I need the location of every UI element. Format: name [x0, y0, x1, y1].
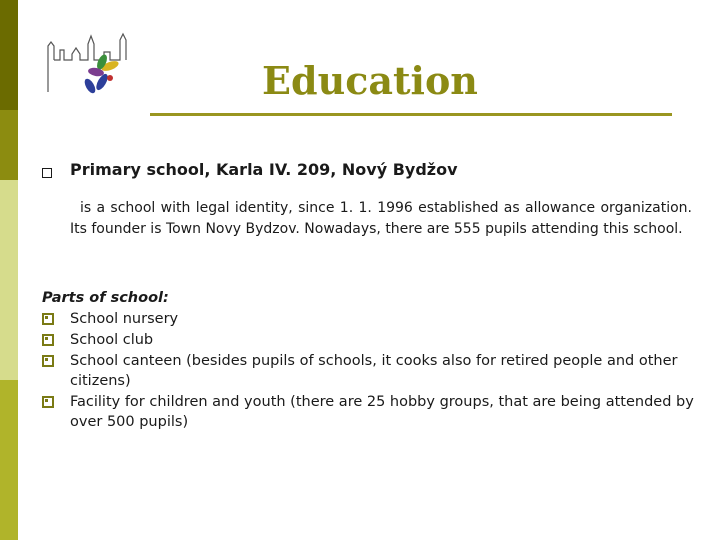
title-underline — [150, 113, 672, 116]
list-item-text: School club — [70, 332, 154, 348]
sidebar-segment-dark — [0, 0, 18, 110]
list-item-text: School canteen (besides pupils of schools, it cooks also for retired people and other citizens) — [70, 353, 678, 389]
slide-title: Education — [262, 58, 478, 103]
bullet-icon — [42, 355, 54, 367]
town-logo — [44, 30, 130, 102]
sidebar-segment-light — [0, 180, 18, 380]
sidebar-segment-olive — [0, 380, 18, 540]
parts-list — [42, 309, 702, 433]
list-item — [42, 309, 702, 329]
list-item-text: School nursery — [70, 311, 179, 327]
list-item — [42, 330, 702, 350]
list-item — [42, 392, 702, 432]
bullet-icon — [42, 396, 54, 408]
list-item-text: Facility for children and youth (there are 25 hobby groups, that are being attended by over 500 pupils) — [70, 394, 694, 430]
sidebar-segment-mid — [0, 110, 18, 180]
bullet-icon — [42, 334, 54, 346]
list-item — [42, 351, 702, 391]
left-sidebar-bar — [0, 0, 18, 540]
school-description: is a school with legal identity, since 1. 1. 1996 established as allowance organization. Its founder is Town Novy Bydzov. Nowadays, there are 555 pupils attending this school. — [70, 200, 692, 237]
square-bullet-icon — [42, 168, 52, 178]
parts-heading: Parts of school: — [42, 290, 169, 306]
bullet-icon — [42, 313, 54, 325]
school-heading: Primary school, Karla IV. 209, Nový Bydžov — [70, 160, 458, 179]
